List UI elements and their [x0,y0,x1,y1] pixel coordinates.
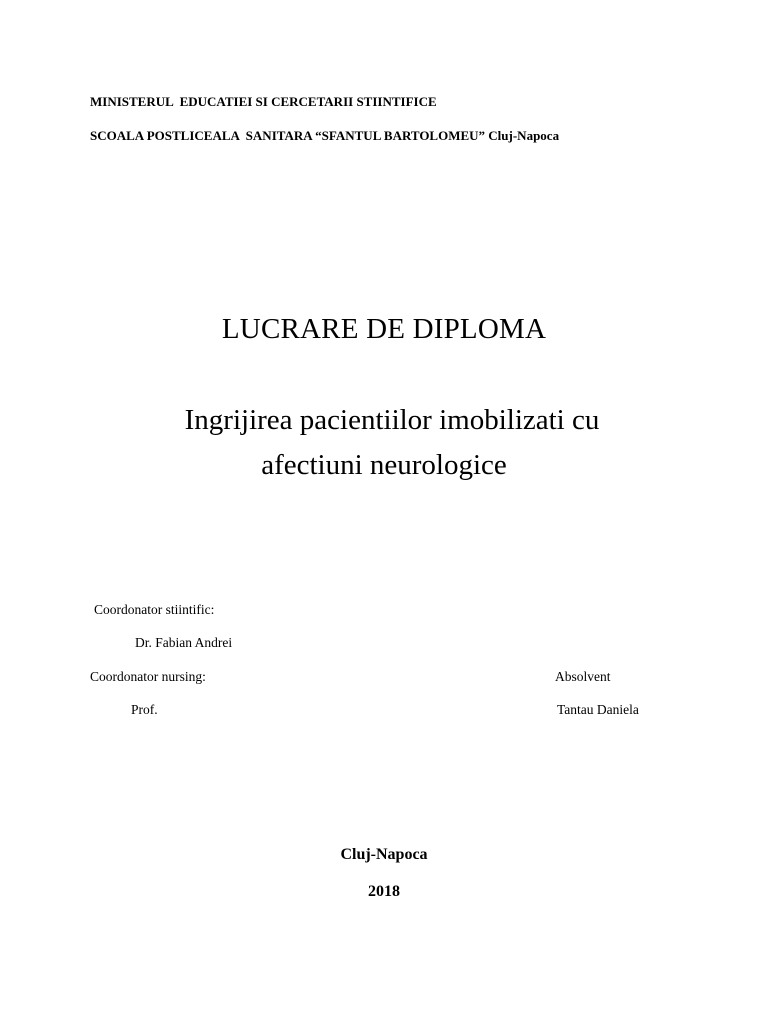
graduate-name: Tantau Daniela [557,702,639,717]
ministry-name: MINISTERUL EDUCATIEI SI CERCETARII STIINTIFICE [90,94,437,109]
nursing-coordinator-name: Prof. [131,702,158,717]
school-name: SCOALA POSTLICEALA SANITARA “SFANTUL BARTOLOMEU” Cluj-Napoca [90,128,560,143]
thesis-title-line-1: Ingrijirea pacientiilor imobilizati cu [184,404,600,436]
graduate-label: Absolvent [555,669,611,684]
thesis-title-line-2: afectiuni neurologice [261,449,507,481]
year: 2018 [368,883,400,900]
scientific-coordinator-label: Coordonator stiintific: [94,602,215,617]
document-type-heading: LUCRARE DE DIPLOMA [221,313,547,345]
city-name: Cluj-Napoca [340,846,428,863]
nursing-coordinator-label: Coordonator nursing: [90,669,206,684]
scientific-coordinator-name: Dr. Fabian Andrei [135,635,233,650]
